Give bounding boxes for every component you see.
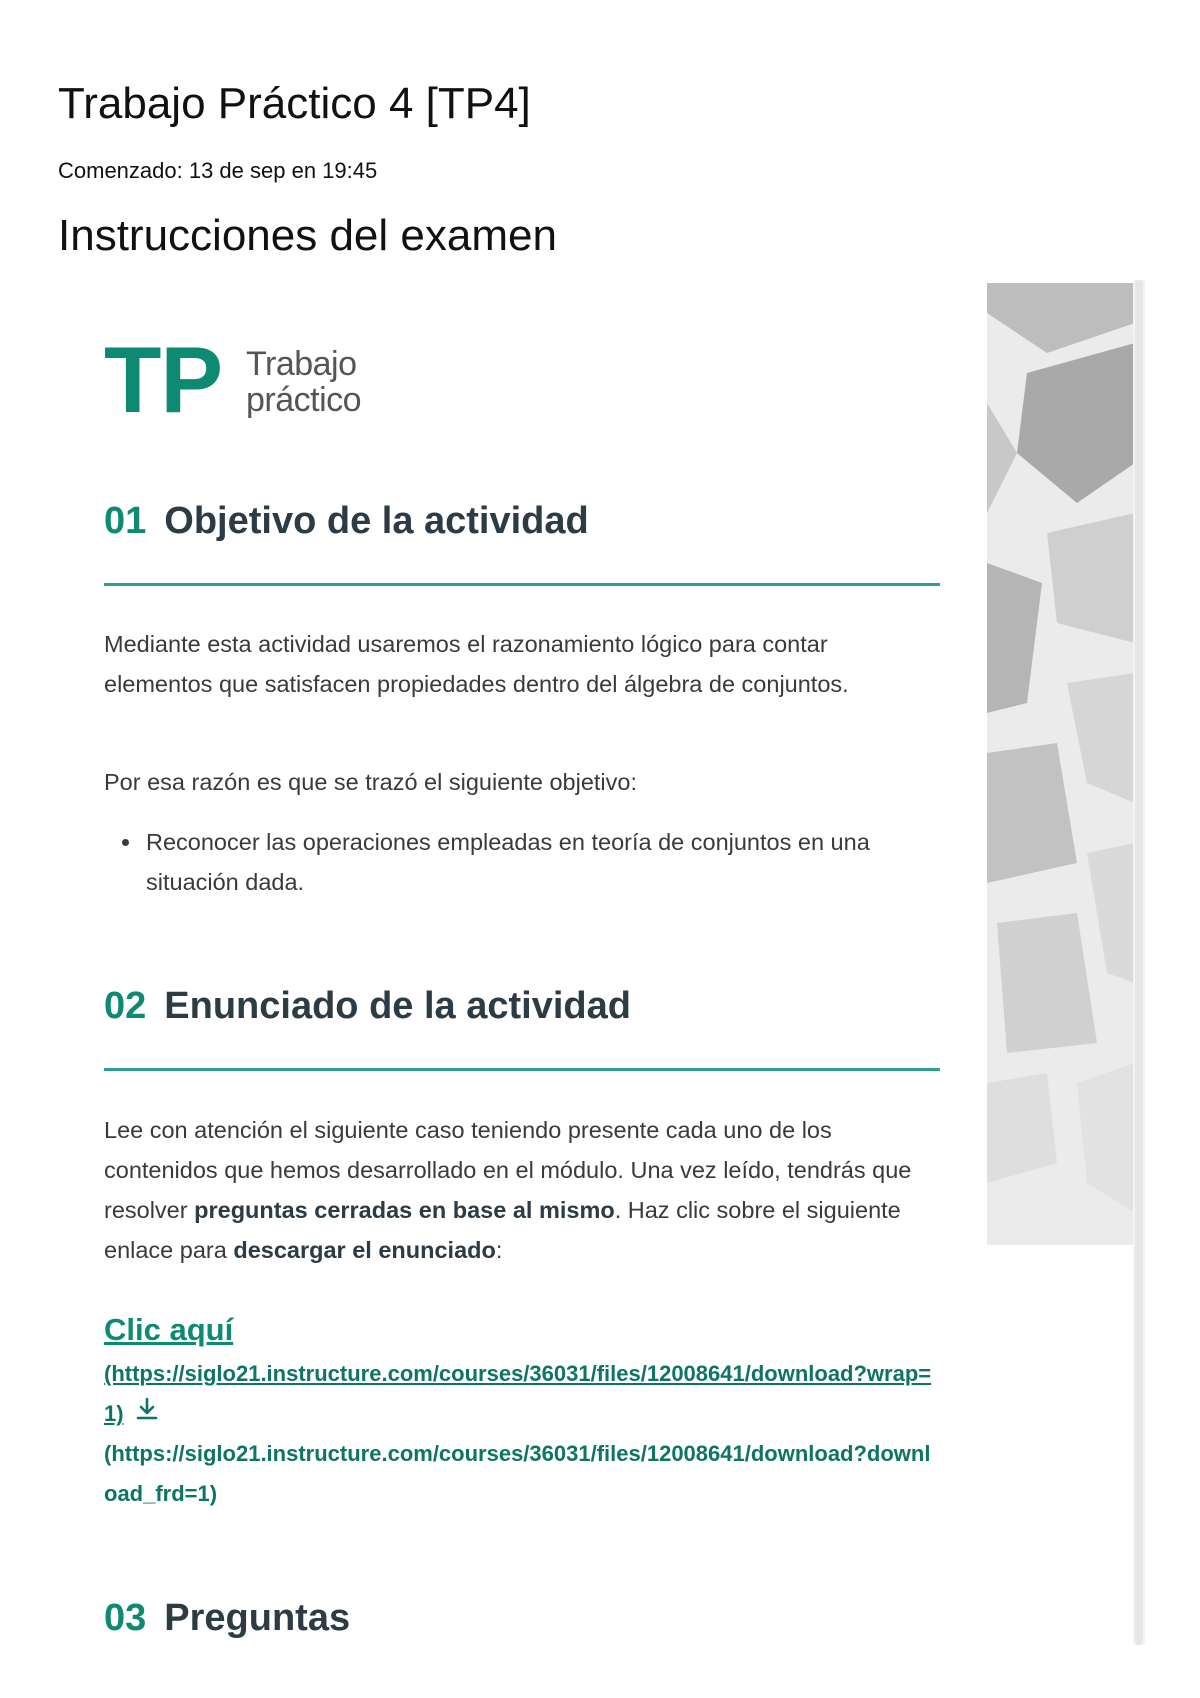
section-heading-objective [104, 500, 940, 586]
scrollbar-thumb[interactable] [1135, 280, 1143, 1645]
section-title: Enunciado de la actividad [164, 985, 631, 1027]
logo-mark: TP [104, 327, 223, 432]
section-number: 02 [104, 985, 147, 1027]
logo-caption-line1: Trabajo [246, 345, 357, 383]
started-timestamp: Comenzado: 13 de sep en 19:45 [58, 158, 378, 183]
section-title: Preguntas [164, 1597, 351, 1639]
download-file-url[interactable]: (https://siglo21.instructure.com/courses/36031/files/12008641/download?download_frd=1) [104, 1441, 931, 1506]
decorative-architecture-image [987, 283, 1135, 1245]
statement-bold-download: descargar el enunciado [233, 1237, 496, 1263]
page-title: Trabajo Práctico 4 [TP4] [58, 79, 531, 128]
list-item: Reconocer las operaciones empleadas en teoría de conjuntos en una situación dada. [104, 822, 940, 902]
statement-paragraph [104, 1110, 940, 1270]
statement-text: . Haz clic sobre el siguiente enlace para [104, 1197, 901, 1263]
statement-text: Lee con atención el siguiente caso teniendo presente cada uno de los contenidos que hemos desarrollado en el módulo. Una vez leído, tendrás que resolver [104, 1117, 912, 1223]
instructions-title: Instrucciones del examen [58, 211, 557, 260]
section-number: 03 [104, 1597, 147, 1639]
logo-caption-line2: práctico [246, 381, 362, 419]
statement-link-url[interactable] [104, 1354, 940, 1435]
section-number: 01 [104, 500, 147, 542]
download-statement-link[interactable]: Clic aquí [104, 1312, 234, 1347]
statement-link-url-text[interactable]: (https://siglo21.instructure.com/courses/36031/files/12008641/download?wrap=1) [104, 1361, 932, 1426]
section-heading-statement [104, 985, 940, 1071]
objective-paragraph: Mediante esta actividad usaremos el razonamiento lógico para contar elementos que satisfacen propiedades dentro del álgebra de conjuntos. [104, 631, 849, 697]
logo-caption [246, 346, 361, 418]
section-title: Objetivo de la actividad [164, 500, 589, 542]
section-heading-questions [104, 1597, 940, 1640]
section-divider [104, 583, 940, 586]
section-divider [104, 1068, 940, 1071]
objective-intro: Por esa razón es que se trazó el siguiente objetivo: [104, 769, 637, 795]
download-icon[interactable] [134, 1395, 160, 1435]
objective-list [104, 822, 940, 902]
statement-bold-questions: preguntas cerradas en base al mismo [194, 1197, 615, 1223]
statement-text: : [495, 1237, 503, 1263]
